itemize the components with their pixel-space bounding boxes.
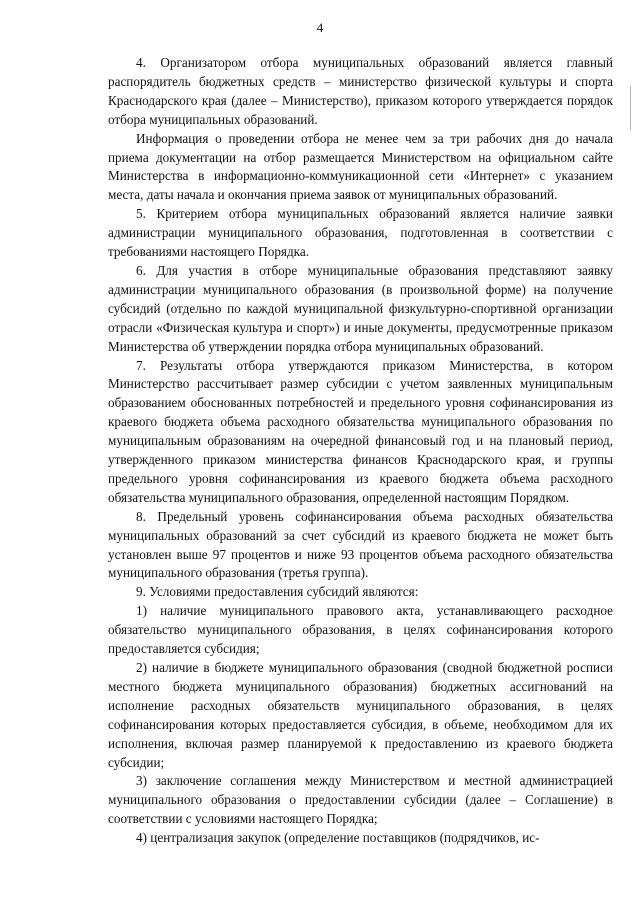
margin-mark (630, 86, 634, 130)
paragraph-4: 4. Организатором отбора муниципальных образований является главный распорядитель бюджетных средств – министерство физической культуры и спорта Краснодарского края (далее – Министерство), приказом которого утверждается порядок отбора муниципальных образований. (108, 55, 613, 127)
condition-4: 4) централизация закупок (определение поставщиков (подрядчиков, ис- (136, 830, 540, 846)
condition-2: 2) наличие в бюджете муниципального образования (сводной бюджетной росписи местного бюджета муниципального образования) бюджетных ассигнований на исполнение расходных обязательств муниципального образования, в целях софинансирования которых предоставляется субсидия, в объеме, необходимом для их исполнения, включая размер планируемой к предоставлению из краевого бюджета субсидии; (108, 660, 613, 770)
condition-3: 3) заключение соглашения между Министерством и местной администрацией муниципального образования о предоставлении субсидии (далее – Соглашение) в соответствии с условиями настоящего Порядка; (108, 773, 613, 827)
paragraph-info: Информация о проведении отбора не менее чем за три рабочих дня до начала приема документации на отбор размещается Министерством на официальном сайте Министерства в информационно-коммуникационной сети «Интернет» с указанием места, даты начала и окончания приема заявок от муниципальных образований. (108, 130, 613, 203)
paragraph-9: 9. Условиями предоставления субсидий являются: (136, 584, 419, 600)
condition-1: 1) наличие муниципального правового акта, устанавливающего расходное обязательство муниципального образования, в целях софинансирования которого предоставляется субсидия; (108, 603, 613, 657)
paragraph-6: 6. Для участия в отборе муниципальные образования представляют заявку администрации муниципального образования (в произвольной форме) на получение субсидий (отдельно по каждой муниципальной физкультурно-спортивной организации отрасли «Физическая культура и спорт») и иные документы, предусмотренные приказом Министерства об утверждении порядка отбора муниципальных образований. (108, 262, 613, 354)
paragraph-8: 8. Предельный уровень софинансирования объема расходных обязательства муниципальных образований за счет субсидий из краевого бюджета не может быть установлен выше 97 процентов и ниже 93 процентов объема расходного обязательства муниципального образования (третья группа). (108, 508, 613, 581)
paragraph-7: 7. Результаты отбора утверждаются приказом Министерства, в котором Министерство рассчитывает размер субсидии с учетом заявленных муниципальным образованием обоснованных потребностей и предельного уровня софинансирования из краевого бюджета объема расходного обязательства муниципального образования по муниципальным образованиям на очередной финансовый год и на плановый период, утвержденного приказом министерства финансов Краснодарского края, и группы предельного уровня софинансирования из краевого бюджета объема расходного обязательства муниципального образования, определенной настоящим Порядком. (108, 357, 613, 505)
paragraph-5: 5. Критерием отбора муниципальных образований является наличие заявки администрации муниципального образования, подготовленная в соответствии с требованиями настоящего Порядка. (108, 206, 613, 260)
page-number: 4 (316, 20, 324, 35)
document-body (108, 54, 613, 848)
